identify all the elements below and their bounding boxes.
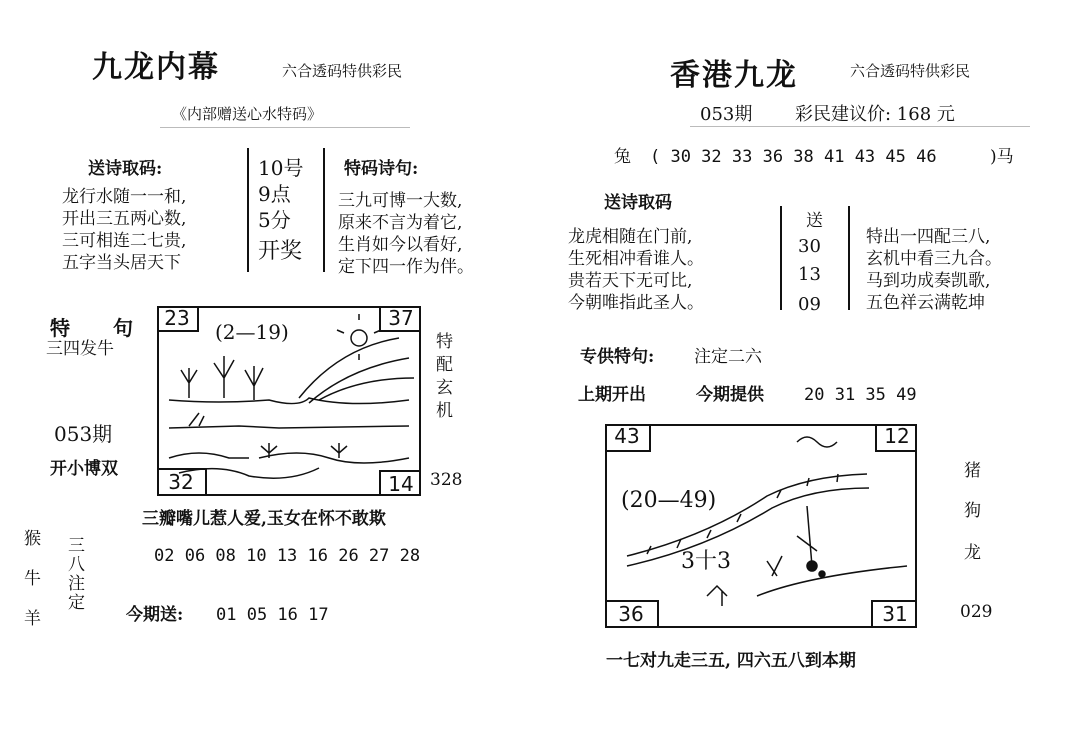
right-send-number-2: 13	[798, 264, 821, 285]
left-special-line-4: 定下四一作为伴。	[338, 257, 474, 277]
left-special-poem-header: 特码诗句:	[344, 159, 419, 179]
faded-line-right	[690, 126, 1030, 127]
right-zodiac-start: 兔	[614, 147, 631, 167]
left-picture-range: (2—19)	[215, 320, 289, 344]
right-poem2-line-2: 玄机中看三九合。	[866, 249, 1002, 269]
left-special-phrase: 三四发牛	[46, 339, 114, 359]
left-corner-tl: 23	[157, 306, 199, 332]
left-poem-header: 送诗取码:	[88, 159, 163, 179]
left-today-numbers: 01 05 16 17	[216, 605, 329, 625]
right-sketch	[607, 426, 915, 626]
right-corner-br: 31	[871, 600, 917, 628]
left-zodiac-1: 猴	[24, 529, 41, 549]
right-poem-line-3: 贵若天下无可比,	[568, 271, 693, 291]
draw-info-4: 开奖	[258, 239, 303, 264]
right-poem-line-1: 龙虎相随在门前,	[568, 227, 693, 247]
right-bottom-line: 一七对九走三五, 四六五八到本期	[606, 651, 856, 671]
right-subtitle: 六合透码特供彩民	[850, 62, 971, 80]
right-send-label: 送	[806, 211, 823, 231]
right-poem2-line-1: 特出一四配三八,	[866, 227, 991, 247]
left-zodiac-2: 牛	[24, 569, 41, 589]
right-issue: 053期	[700, 104, 753, 125]
right-poem-line-2: 生死相冲看谁人。	[568, 249, 704, 269]
right-price: 彩民建议价: 168 元	[795, 104, 955, 125]
left-note-vertical: 三八注定	[64, 536, 84, 612]
right-picture-middle: 3十3	[681, 549, 731, 574]
left-verse: 三瓣嘴儿惹人爱,玉女在怀不敢欺	[142, 509, 386, 529]
left-issue: 053期	[54, 422, 113, 446]
right-poem2-line-4: 五色祥云满乾坤	[866, 293, 985, 313]
right-side-2: 狗	[964, 501, 981, 521]
right-picture-frame	[605, 424, 917, 628]
left-today-label: 今期送:	[126, 605, 184, 625]
right-poem2-line-3: 马到功成奏凯歌,	[866, 271, 991, 291]
left-sketch	[159, 308, 419, 494]
left-special-line-1: 三九可博一大数,	[338, 191, 463, 211]
right-send-number-1: 30	[798, 236, 821, 257]
draw-info-3: 5分	[258, 208, 291, 232]
right-picture-range: (20—49)	[621, 488, 717, 513]
draw-info-1: 10号	[258, 156, 304, 180]
left-corner-bl: 32	[157, 468, 207, 496]
right-offer-label: 今期提供	[696, 385, 764, 405]
right-divider-2	[848, 206, 850, 310]
left-special-line-2: 原来不言为着它,	[338, 213, 463, 233]
right-corner-bl: 36	[605, 600, 659, 628]
draw-info-2: 9点	[258, 182, 291, 206]
left-special-line-3: 生肖如今以看好,	[338, 235, 463, 255]
right-divider-1	[780, 206, 782, 310]
left-poem-line-3: 三可相连二七贵,	[62, 231, 187, 251]
right-side-number: 029	[960, 602, 993, 622]
right-last-label: 上期开出	[578, 385, 646, 405]
left-numbers: 02 06 08 10 13 16 26 27 28	[154, 546, 421, 566]
right-send-number-3: 09	[798, 294, 821, 315]
right-corner-tl: 43	[605, 424, 651, 452]
right-side-1: 猪	[964, 461, 981, 481]
right-zodiac-numbers: ( 30 32 33 36 38 41 43 45 46	[650, 147, 937, 167]
right-special-label: 专供特句:	[580, 347, 655, 367]
faded-line	[160, 127, 410, 128]
right-offer-numbers: 20 31 35 49	[804, 385, 917, 405]
left-corner-br: 14	[379, 470, 421, 496]
right-poem-header: 送诗取码	[604, 193, 672, 213]
left-picture-frame	[157, 306, 421, 496]
right-poem-line-4: 今朝唯指此圣人。	[568, 293, 704, 313]
left-side-vertical: 特配玄机	[432, 332, 452, 424]
left-odd-even: 开小博双	[50, 459, 118, 479]
left-banner: 《内部赠送心水特码》	[172, 105, 323, 123]
right-title: 香港九龙	[670, 58, 798, 93]
left-poem-line-2: 开出三五两心数,	[62, 209, 187, 229]
right-side-3: 龙	[964, 543, 981, 563]
left-subtitle: 六合透码特供彩民	[282, 62, 403, 80]
left-poem-line-4: 五字当头居天下	[62, 253, 181, 273]
left-special-phrase-title: 特 句	[50, 316, 151, 340]
right-corner-tr: 12	[875, 424, 917, 452]
right-zodiac-end: )马	[990, 147, 1014, 167]
left-poem-line-1: 龙行水随一一和,	[62, 187, 187, 207]
left-corner-tr: 37	[379, 306, 421, 332]
left-zodiac-3: 羊	[24, 609, 41, 629]
left-title: 九龙内幕	[92, 50, 220, 85]
right-special-text: 注定二六	[694, 347, 762, 367]
left-side-number: 328	[430, 470, 463, 490]
